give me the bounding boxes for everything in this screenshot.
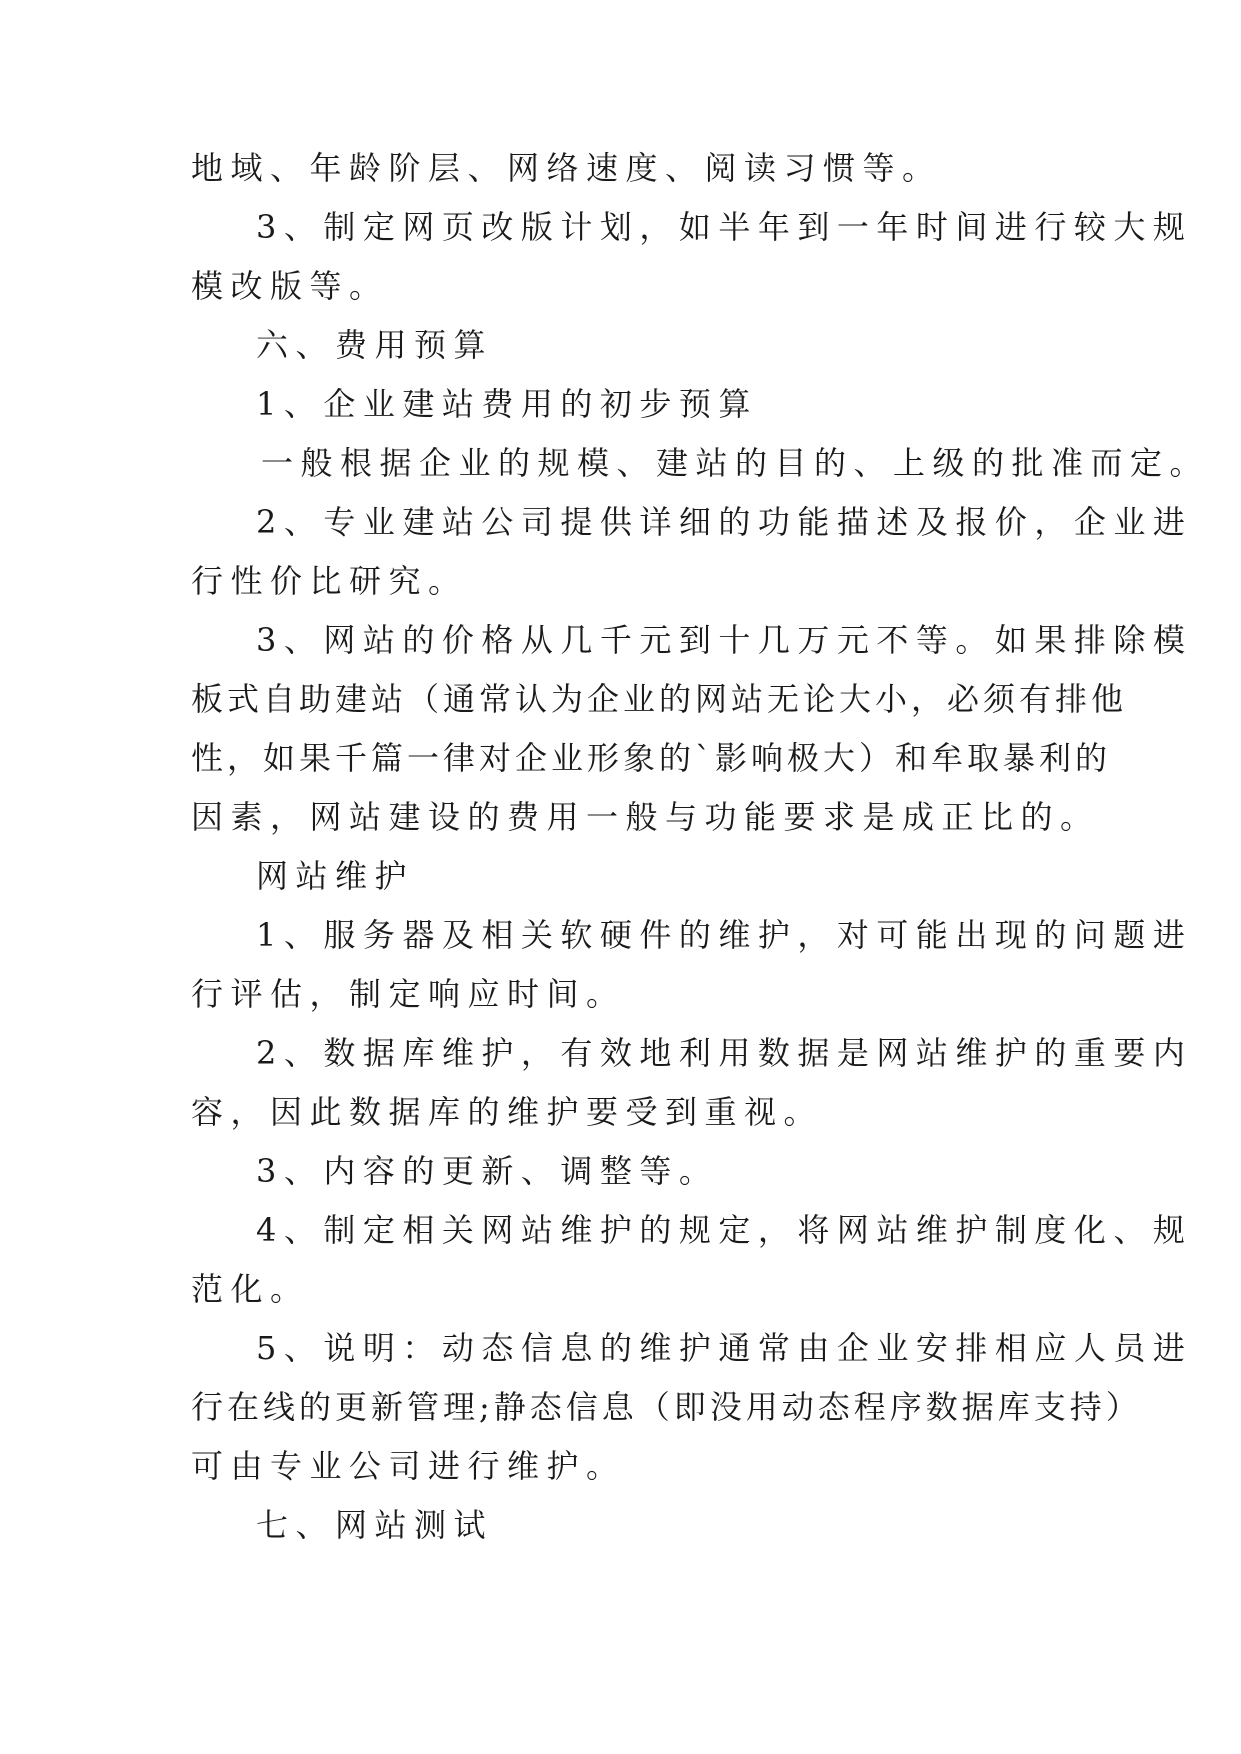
paragraph-line: 行性价比研究。 (191, 562, 468, 600)
paragraph-line: 一般根据企业的规模、建站的目的、上级的批准而定。 (261, 444, 1210, 482)
paragraph-line: 3、网站的价格从几千元到十几万元不等。如果排除模 (256, 621, 1193, 659)
paragraph-line: 4、制定相关网站维护的规定，将网站维护制度化、规 (256, 1211, 1193, 1249)
section-heading: 七、网站测试 (256, 1506, 494, 1544)
paragraph-line: 性，如果千篇一律对企业形象的`影响极大）和牟取暴利的 (191, 739, 1112, 777)
paragraph-line: 3、内容的更新、调整等。 (256, 1152, 719, 1190)
paragraph-line: 3、制定网页改版计划，如半年到一年时间进行较大规 (256, 208, 1193, 246)
paragraph-line: 1、服务器及相关软硬件的维护，对可能出现的问题进 (256, 916, 1193, 954)
paragraph-line: 模改版等。 (191, 267, 389, 305)
paragraph-line: 地域、年龄阶层、网络速度、阅读习惯等。 (191, 149, 942, 187)
paragraph-line: 行在线的更新管理;静态信息（即没用动态程序数据库支持） (191, 1388, 1142, 1426)
paragraph-line: 5、说明：动态信息的维护通常由企业安排相应人员进 (256, 1329, 1193, 1367)
paragraph-line: 行评估，制定响应时间。 (191, 975, 626, 1013)
section-heading: 六、费用预算 (256, 326, 494, 364)
paragraph-line: 板式自助建站（通常认为企业的网站无论大小，必须有排他 (191, 680, 1128, 718)
paragraph-line: 容，因此数据库的维护要受到重视。 (191, 1093, 824, 1131)
paragraph-line: 范化。 (191, 1270, 310, 1308)
subsection-heading: 1、企业建站费用的初步预算 (256, 385, 758, 423)
paragraph-line: 因素，网站建设的费用一般与功能要求是成正比的。 (191, 798, 1100, 836)
paragraph-line: 2、专业建站公司提供详细的功能描述及报价，企业进 (256, 503, 1193, 541)
paragraph-line: 2、数据库维护，有效地利用数据是网站维护的重要内 (256, 1034, 1193, 1072)
section-heading: 网站维护 (256, 857, 415, 895)
paragraph-line: 可由专业公司进行维护。 (191, 1447, 626, 1485)
